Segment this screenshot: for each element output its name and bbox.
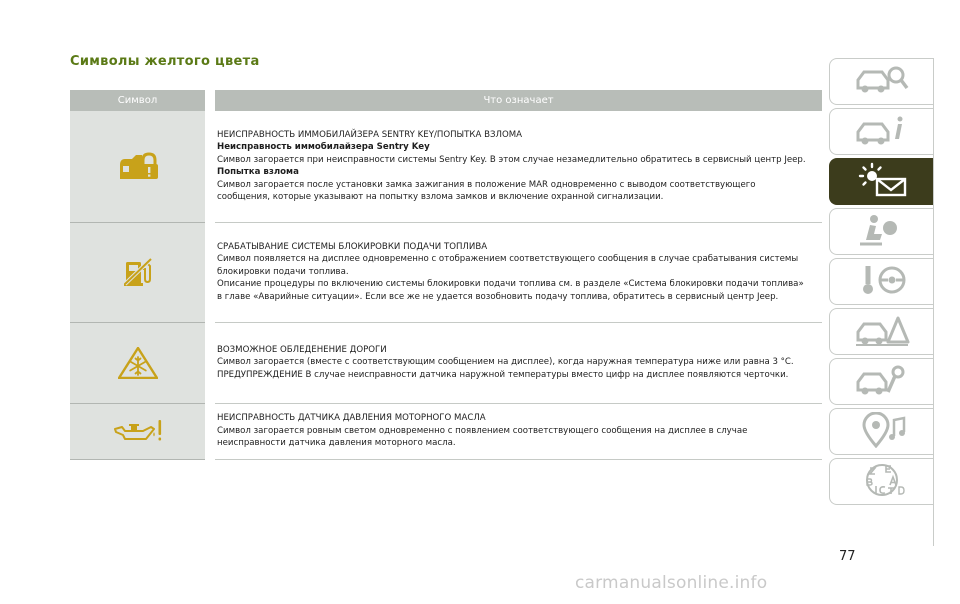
tab-warning-lights[interactable] (829, 158, 933, 205)
tab-starting-driving[interactable] (829, 258, 933, 305)
page-title: Символы желтого цвета (70, 54, 260, 69)
warning-light-message-icon (852, 162, 912, 202)
table-row (70, 403, 822, 459)
fuel-cutoff-icon (71, 257, 204, 287)
row-subtitle: Попытка взлома (217, 167, 299, 178)
row-heading: НЕИСПРАВНОСТЬ ИММОБИЛАЙЗЕРА SENTRY KEY/ПОПЫТКА ВЗЛОМА (217, 130, 523, 141)
multimedia-note-icon (852, 412, 912, 452)
chapter-tabs (829, 58, 933, 508)
row-text: Символ загорается после установки замка зажигания в положение MAR одновременно с выводом соответствующего сообщения, которые указывают на попытку взлома замков и включение охранной сигнализации. (217, 179, 756, 203)
meaning-cell (210, 403, 822, 459)
car-info-icon (852, 112, 912, 152)
tab-car-search[interactable] (829, 58, 933, 105)
immobilizer-lock-icon (71, 151, 204, 181)
tab-car-info[interactable] (829, 108, 933, 155)
row-text: Символ загорается (вместе с соответствующим сообщением на дисплее), когда наружная температура ниже или равна 3 °C. (217, 357, 794, 368)
row-text: Символ загорается при неисправности системы Sentry Key. В этом случае незамедлительно обратитесь в сервисный центр Jeep. (217, 154, 806, 165)
table-row (70, 222, 822, 322)
row-text: Символ загорается ровным светом одновременно с появлением соответствующего сообщения на дисплее в случае неисправности датчика давления моторного масла. (217, 425, 748, 449)
header-meaning: Что означает (210, 90, 822, 111)
car-service-wrench-icon (852, 362, 912, 402)
row-heading: ВОЗМОЖНОЕ ОБЛЕДЕНЕНИЕ ДОРОГИ (217, 344, 387, 355)
meaning-cell (210, 222, 822, 322)
airbag-seat-icon (852, 212, 912, 252)
oil-pressure-sensor-icon (71, 418, 204, 444)
row-text: Описание процедуры по включению системы блокировки подачи топлива см. в разделе «Система блокировки подачи топлива» в главе «Аварийные ситуации». Если все же не удается возобновить подачу топлива, обратитесь в сервисный центр Jeep. (217, 279, 804, 302)
header-symbol: Символ (70, 90, 210, 111)
row-subtitle: Неисправность иммобилайзера Sentry Key (217, 142, 430, 153)
symbols-table (70, 90, 822, 460)
row-text: Символ появляется на дисплее одновременно с отображением соответствующего сообщения в случае срабатывания системы блокировки подачи топлива. (217, 254, 799, 277)
tabs-divider (933, 58, 934, 546)
table-row (70, 322, 822, 403)
car-search-icon (852, 62, 912, 102)
row-heading: НЕИСПРАВНОСТЬ ДАТЧИКА ДАВЛЕНИЯ МОТОРНОГО МАСЛА (217, 413, 486, 424)
symbol-cell (70, 322, 210, 403)
row-text: ПРЕДУПРЕЖДЕНИЕ В случае неисправности датчика наружной температуры вместо цифр на дисплее появляются черточки. (217, 369, 789, 380)
table-row (70, 111, 822, 222)
tab-airbag[interactable] (829, 208, 933, 255)
meaning-cell (210, 111, 822, 222)
icy-road-icon (71, 347, 204, 379)
meaning-cell (210, 322, 822, 403)
symbol-cell (70, 222, 210, 322)
page-number: 77 (839, 549, 856, 564)
tab-emergency[interactable] (829, 308, 933, 355)
tab-multimedia[interactable] (829, 408, 933, 455)
table-header-row (70, 90, 822, 111)
alphabet-index-icon (852, 462, 912, 502)
car-breakdown-icon (852, 312, 912, 352)
symbol-cell (70, 403, 210, 459)
tab-maintenance[interactable] (829, 358, 933, 405)
key-steering-wheel-icon (852, 262, 912, 302)
watermark: carmanualsonline.info (575, 573, 768, 593)
symbol-cell (70, 111, 210, 222)
row-heading: СРАБАТЫВАНИЕ СИСТЕМЫ БЛОКИРОВКИ ПОДАЧИ ТОПЛИВА (217, 241, 488, 252)
tab-index[interactable] (829, 458, 933, 505)
